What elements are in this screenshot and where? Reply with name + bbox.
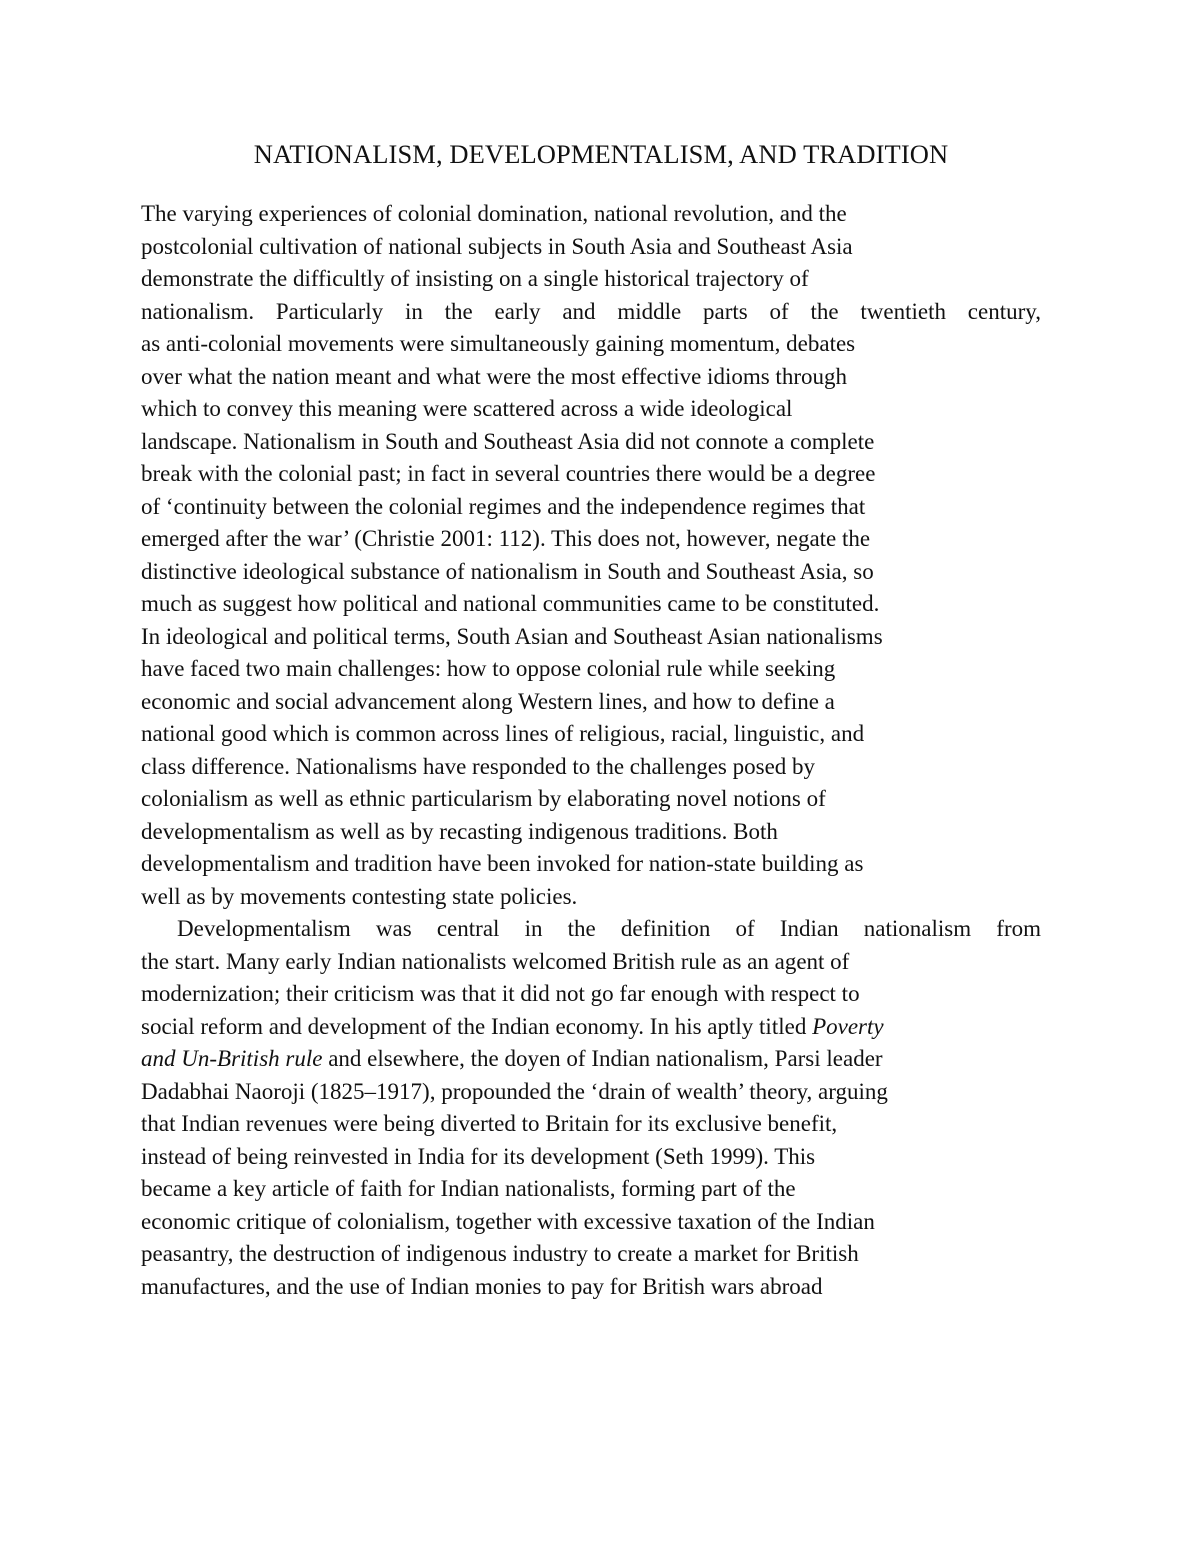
text-segment: economic critique of colonialism, together with excessive taxation of the Indian [141, 1208, 875, 1234]
text-segment: much as suggest how political and national communities came to be constituted. [141, 591, 880, 616]
text-line [141, 848, 1041, 881]
text-segment: colonialism as well as ethnic particularism by elaborating novel notions of [141, 786, 826, 811]
document-body [141, 198, 1041, 1303]
text-line [141, 328, 1041, 361]
text-line [141, 1206, 1041, 1239]
text-line [141, 1271, 1041, 1304]
text-segment: The varying experiences of colonial domination, national revolution, and the [141, 201, 847, 226]
paragraph [141, 198, 1041, 913]
text-line [141, 881, 1041, 914]
text-line [141, 751, 1041, 784]
text-segment: social reform and development of the Indian economy. In his aptly titled [141, 1013, 813, 1039]
text-line [141, 653, 1041, 686]
text-segment: class difference. Nationalisms have responded to the challenges posed by [141, 753, 816, 779]
text-segment: over what the nation meant and what were the most effective idioms through [141, 363, 847, 389]
text-line [141, 1043, 1041, 1076]
text-segment: the start. Many early Indian nationalists welcomed British rule as an agent of [141, 948, 850, 974]
text-segment: well as by movements contesting state policies. [141, 883, 578, 909]
text-segment: manufactures, and the use of Indian monies to pay for British wars abroad [141, 1273, 823, 1299]
text-segment: In ideological and political terms, South Asian and Southeast Asian nationalisms [141, 623, 883, 649]
text-line [141, 816, 1041, 849]
text-segment: as anti-colonial movements were simultaneously gaining momentum, debates [141, 331, 856, 356]
text-line [141, 718, 1041, 751]
text-line [141, 913, 1041, 946]
text-line [141, 588, 1041, 621]
text-segment: postcolonial cultivation of national subjects in South Asia and Southeast Asia [141, 233, 853, 259]
text-segment: peasantry, the destruction of indigenous industry to create a market for British [141, 1241, 859, 1266]
text-line [141, 978, 1041, 1011]
text-line [141, 361, 1041, 394]
text-line [141, 523, 1041, 556]
text-segment: emerged after the war’ (Christie 2001: 112). This does not, however, negate the [141, 526, 871, 551]
text-line [141, 263, 1041, 296]
text-line [141, 783, 1041, 816]
text-line [141, 621, 1041, 654]
text-segment: demonstrate the difficultly of insisting on a single historical trajectory of [141, 266, 809, 291]
text-segment: break with the colonial past; in fact in several countries there would be a degree [141, 461, 876, 486]
text-line [141, 231, 1041, 264]
text-segment: have faced two main challenges: how to oppose colonial rule while seeking [141, 656, 836, 681]
text-line [141, 296, 1041, 329]
text-line [141, 1141, 1041, 1174]
text-line [141, 1011, 1041, 1044]
paragraph [141, 913, 1041, 1303]
text-segment: and elsewhere, the doyen of Indian nationalism, Parsi leader [322, 1046, 883, 1071]
text-segment: modernization; their criticism was that it did not go far enough with respect to [141, 981, 860, 1006]
italic-title-text: and Un-British rule [141, 1046, 323, 1071]
text-segment: instead of being reinvested in India for its development (Seth 1999). This [141, 1143, 816, 1169]
text-segment: nationalism. Particularly in the early and middle parts of the twentieth century, [141, 298, 1041, 324]
text-segment: of ‘continuity between the colonial regimes and the independence regimes that [141, 493, 866, 519]
text-line [141, 1238, 1041, 1271]
text-segment: Dadabhai Naoroji (1825–1917), propounded the ‘drain of wealth’ theory, arguing [141, 1078, 888, 1104]
text-segment: Developmentalism was central in the definition of Indian nationalism from [177, 916, 1041, 941]
text-line [141, 1173, 1041, 1206]
document-title: NATIONALISM, DEVELOPMENTALISM, AND TRADITION [253, 139, 949, 169]
text-line [141, 1076, 1041, 1109]
text-line [141, 556, 1041, 589]
text-line [141, 1108, 1041, 1141]
text-line [141, 686, 1041, 719]
text-segment: national good which is common across lines of religious, racial, linguistic, and [141, 721, 865, 746]
text-segment: landscape. Nationalism in South and Southeast Asia did not connote a complete [141, 428, 875, 454]
text-segment: became a key article of faith for Indian nationalists, forming part of the [141, 1176, 796, 1201]
italic-title-text: Poverty [812, 1013, 884, 1039]
text-line [141, 426, 1041, 459]
text-line [141, 458, 1041, 491]
text-segment: that Indian revenues were being diverted to Britain for its exclusive benefit, [141, 1111, 838, 1136]
text-segment: economic and social advancement along Western lines, and how to define a [141, 688, 835, 714]
text-line [141, 491, 1041, 524]
text-line [141, 946, 1041, 979]
text-line [141, 393, 1041, 426]
text-line [141, 198, 1041, 231]
text-segment: developmentalism and tradition have been invoked for nation-state building as [141, 851, 864, 876]
text-segment: distinctive ideological substance of nationalism in South and Southeast Asia, so [141, 558, 874, 584]
text-segment: which to convey this meaning were scattered across a wide ideological [141, 396, 793, 421]
text-segment: developmentalism as well as by recasting indigenous traditions. Both [141, 818, 778, 844]
